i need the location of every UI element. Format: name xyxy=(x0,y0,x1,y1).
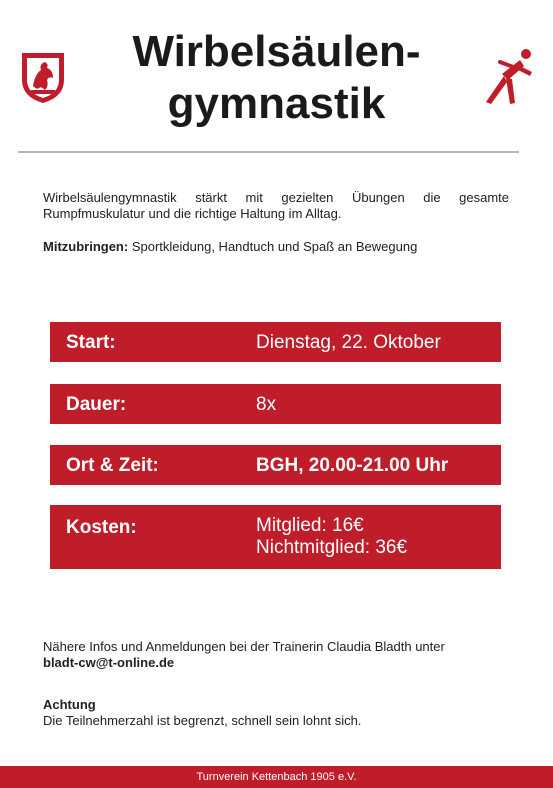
start-bar xyxy=(50,322,501,362)
cost-value xyxy=(256,515,407,559)
notice-text: Die Teilnehmerzahl ist begrenzt, schnell sein lohnt sich. xyxy=(43,713,362,728)
start-label: Start: xyxy=(66,332,116,353)
cost-bar xyxy=(50,505,501,569)
club-crest-icon xyxy=(19,50,67,104)
notice-heading: Achtung xyxy=(43,697,96,712)
duration-value: 8x xyxy=(256,394,277,415)
duration-bar xyxy=(50,384,501,424)
cost-member: Mitglied: 16€ xyxy=(256,515,364,536)
bring-along xyxy=(43,239,509,255)
info-text xyxy=(43,639,513,671)
footer: Turnverein Kettenbach 1905 e.V. xyxy=(0,766,553,788)
location-bar xyxy=(50,445,501,485)
notice xyxy=(43,697,513,729)
intro-text: Wirbelsäulengymnastik stärkt mit gezielten Übungen die gesamte Rumpfmuskulatur und die richtige Haltung im Alltag. xyxy=(43,190,509,221)
cost-label: Kosten: xyxy=(66,517,137,538)
info-sentence: Nähere Infos und Anmeldungen bei der Trainerin Claudia Bladth unter xyxy=(43,639,445,654)
title-line-2: gymnastik xyxy=(167,79,386,128)
gymnast-icon xyxy=(480,46,536,106)
location-label: Ort & Zeit: xyxy=(66,455,159,476)
divider xyxy=(18,151,519,153)
contact-email[interactable]: bladt-cw@t-online.de xyxy=(43,655,175,670)
bring-label: Mitzubringen: xyxy=(43,239,129,254)
duration-label: Dauer: xyxy=(66,394,127,415)
page-title xyxy=(90,26,463,130)
cost-nonmember: Nichtmitglied: 36€ xyxy=(256,537,408,558)
title-line-1: Wirbelsäulen- xyxy=(132,27,421,76)
location-value: BGH, 20.00-21.00 Uhr xyxy=(256,455,449,476)
start-value: Dienstag, 22. Oktober xyxy=(256,332,441,353)
bring-text: Sportkleidung, Handtuch und Spaß an Bewegung xyxy=(128,239,418,254)
